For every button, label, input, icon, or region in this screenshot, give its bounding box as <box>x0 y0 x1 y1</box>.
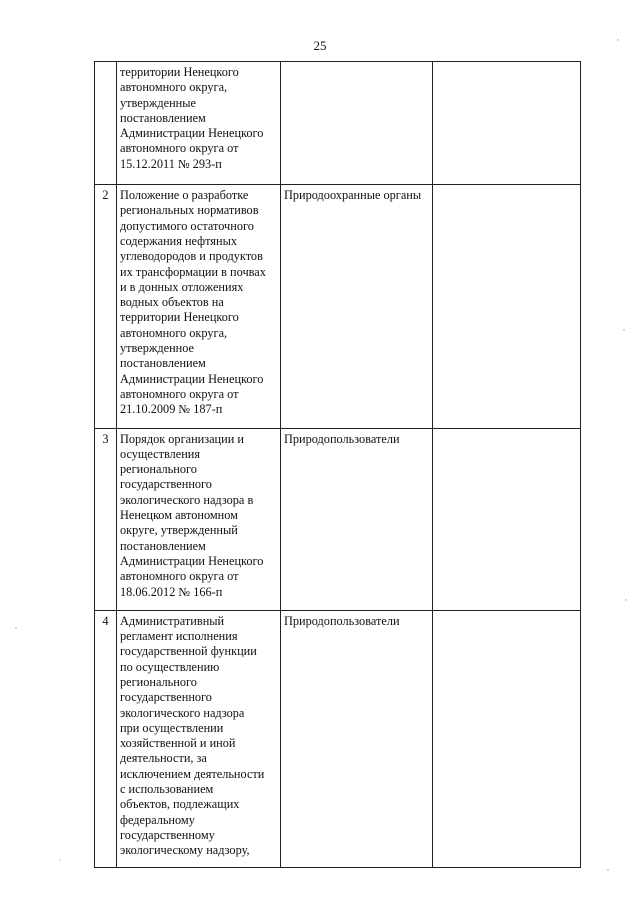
document-name-line: Ненецком автономном <box>120 508 238 523</box>
document-name-line: Администрации Ненецкого <box>120 371 264 386</box>
document-name-line: Администрации Ненецкого <box>120 126 264 141</box>
document-name-line: автономного округа от <box>120 141 239 156</box>
document-name-line: Административный <box>120 613 225 628</box>
document-name-line: содержания нефтяных <box>120 233 237 248</box>
document-name-line: хозяйственной и иной <box>120 736 236 751</box>
document-name-line: с использованием <box>120 782 214 797</box>
document-name-line: объектов, подлежащих <box>120 797 240 812</box>
document-name-line: округе, утвержденный <box>120 523 238 538</box>
document-name-line: федеральному <box>120 812 195 827</box>
document-name-line: автономного округа, <box>120 325 228 340</box>
document-name-line: государственного <box>120 690 212 705</box>
document-name-line: автономного округа от <box>120 569 239 584</box>
document-name-line: автономного округа от <box>120 386 239 401</box>
document-name-line: экологического надзора в <box>120 492 254 507</box>
document-name-line: при осуществлении <box>120 720 224 735</box>
page-number: 25 <box>313 38 327 53</box>
document-name-line: Порядок организации и <box>120 431 244 446</box>
document-name-line: Администрации Ненецкого <box>120 553 264 568</box>
document-name-line: экологического надзора <box>120 705 245 720</box>
document-name-line: региональных нормативов <box>120 203 259 218</box>
document-name-line: допустимого остаточного <box>120 218 254 233</box>
document-name-line: постановлением <box>120 538 206 553</box>
row-number: 4 <box>95 610 117 867</box>
document-name-line: и в донных отложениях <box>120 279 244 294</box>
document-name-line: автономного округа, <box>120 80 228 95</box>
document-name-line: постановлением <box>120 356 206 371</box>
document-name-line: регионального <box>120 674 197 689</box>
document-name-line: осуществления <box>120 446 201 461</box>
row-number: 2 <box>95 185 117 428</box>
document-name-line: экологическому надзору, <box>120 843 250 858</box>
document-name-line: территории Ненецкого <box>120 310 239 325</box>
document-name-line: Положение о разработке <box>120 188 249 203</box>
document-name-line: регламент исполнения <box>120 629 238 644</box>
organization-label: Природопользователи <box>284 431 400 446</box>
document-name-line: 21.10.2009 № 187-п <box>120 402 223 417</box>
document-name-line: их трансформации в почвах <box>120 264 266 279</box>
organization-label: Природоохранные органы <box>284 188 422 203</box>
document-name-line: 15.12.2011 № 293-п <box>120 156 222 171</box>
document-name-line: государственного <box>120 477 212 492</box>
document-name-line: регионального <box>120 462 197 477</box>
document-name-line: деятельности, за <box>120 751 207 766</box>
document-name-line: государственной функции <box>120 644 257 659</box>
document-name-line: утвержденное <box>120 341 194 356</box>
document-name-line: водных объектов на <box>120 295 224 310</box>
document-name-line: по осуществлению <box>120 659 220 674</box>
document-name-line: углеводородов и продуктов <box>120 249 263 264</box>
document-name-line: территории Ненецкого <box>120 65 239 79</box>
document-name-line: исключением деятельности <box>120 766 265 781</box>
document-name-line: утвержденные <box>120 95 196 110</box>
document-name-line: государственному <box>120 827 215 842</box>
document-name-line: 18.06.2012 № 166-п <box>120 584 223 599</box>
document-name-line: постановлением <box>120 110 206 125</box>
organization-label: Природопользователи <box>284 613 400 628</box>
row-number: 3 <box>95 428 117 610</box>
